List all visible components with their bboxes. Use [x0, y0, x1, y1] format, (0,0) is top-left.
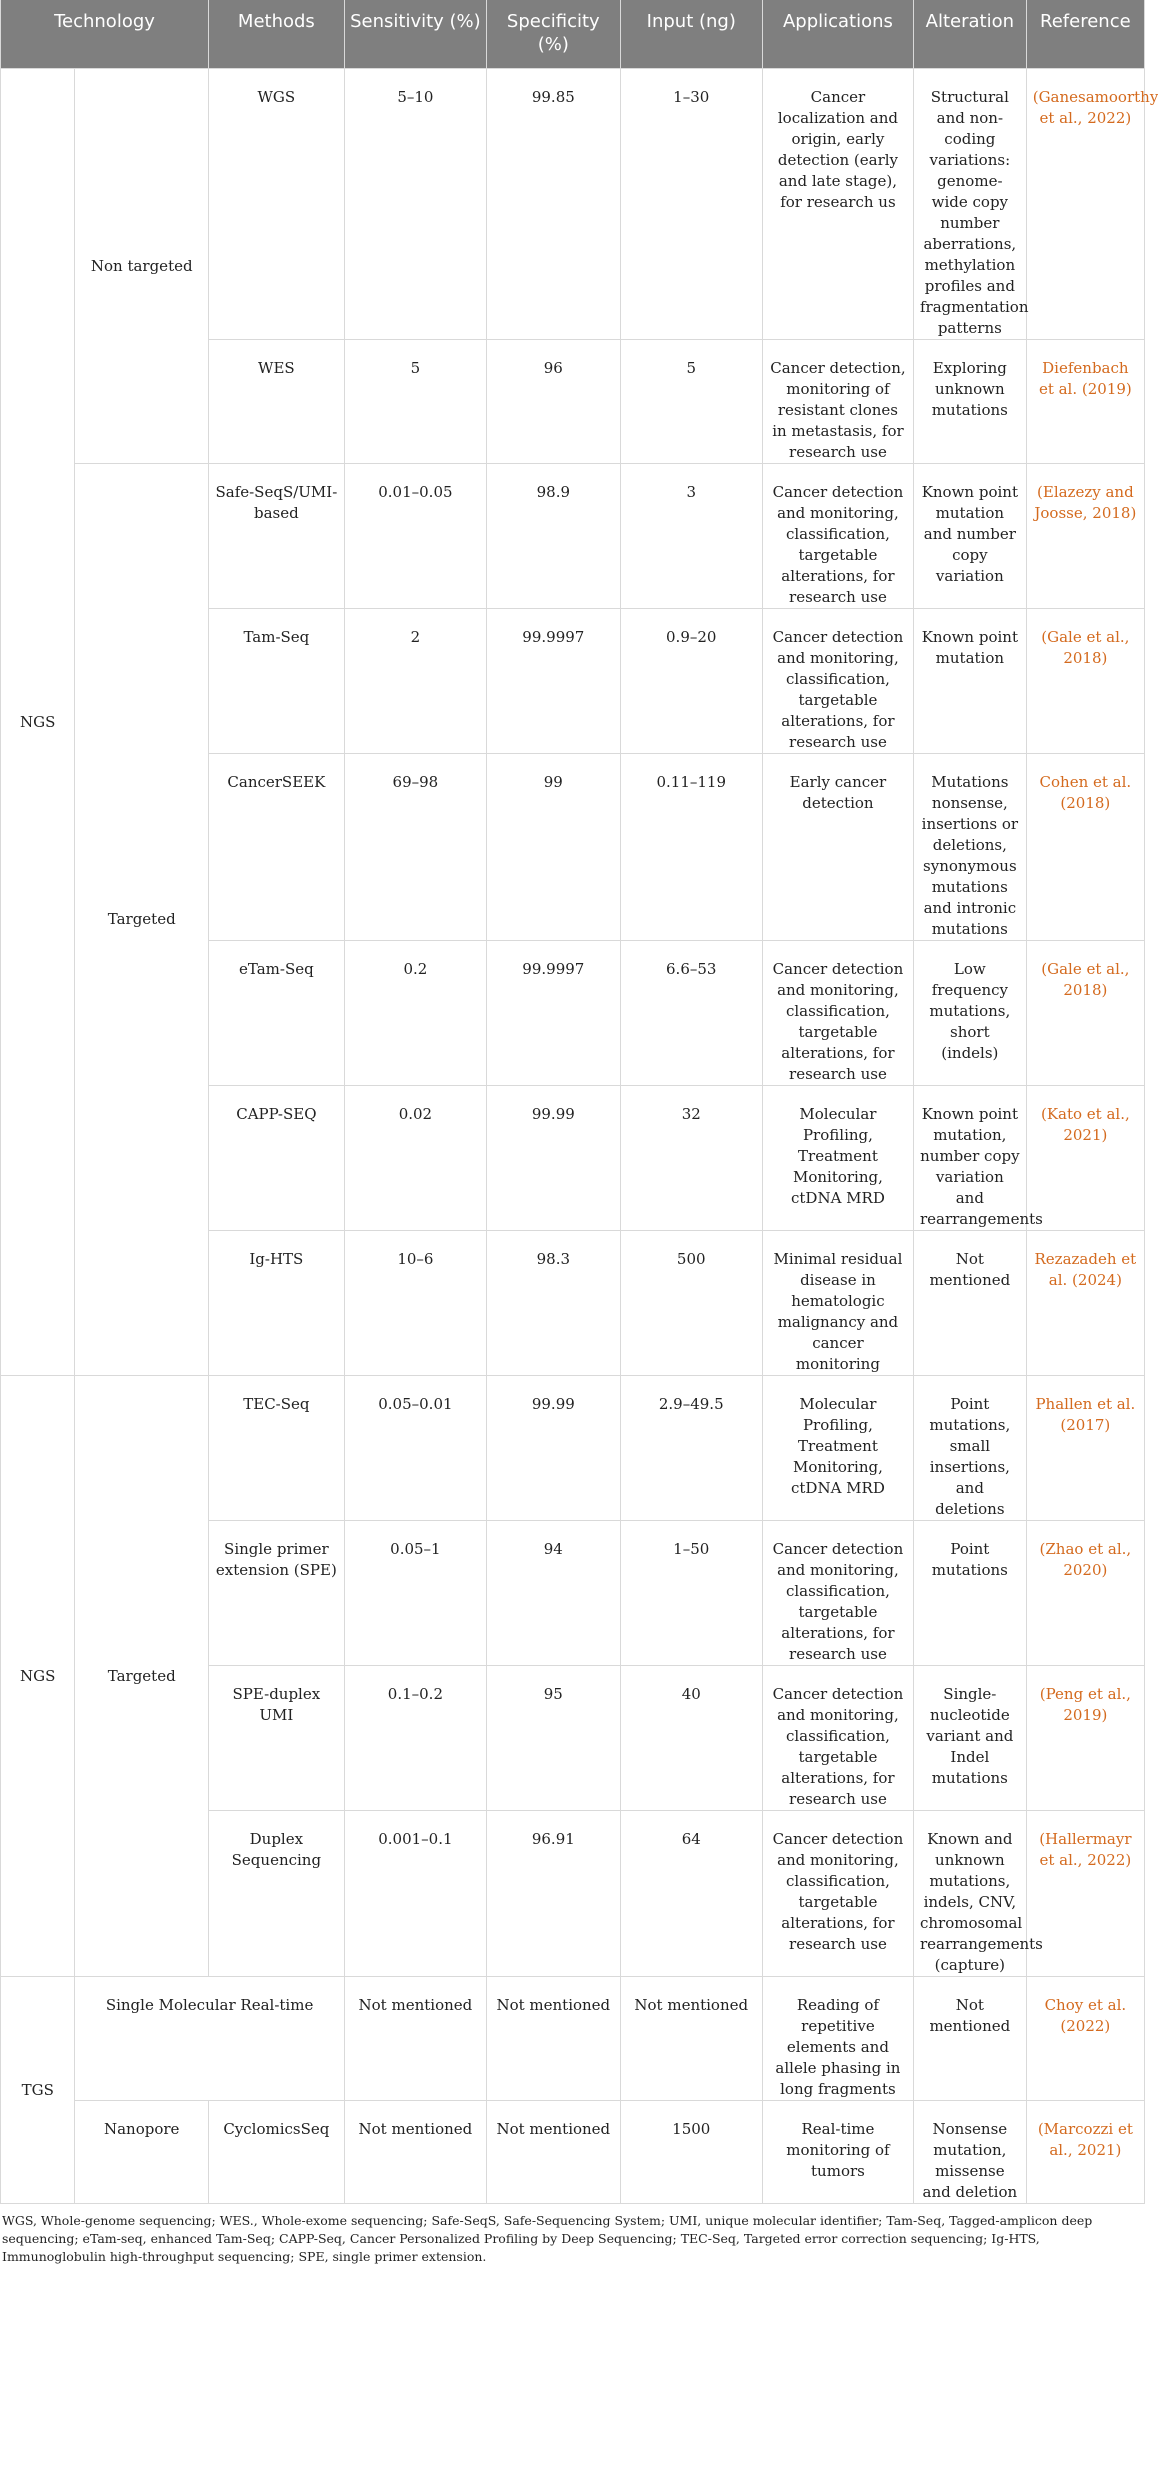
specificity-cell: 98.9: [487, 464, 621, 609]
specificity-cell: 99.9997: [487, 609, 621, 754]
header-applications: Applications: [762, 0, 913, 69]
sensitivity-cell: 0.1–0.2: [344, 1666, 486, 1811]
method-cell: Tam-Seq: [209, 609, 345, 754]
header-alteration: Alteration: [913, 0, 1026, 69]
specificity-cell: 98.3: [487, 1231, 621, 1376]
input-cell: 1500: [620, 2101, 762, 2204]
reference-link[interactable]: Diefenbach et al. (2019): [1026, 340, 1144, 464]
input-cell: 40: [620, 1666, 762, 1811]
sensitivity-cell: 5–10: [344, 69, 486, 340]
specificity-cell: 99.99: [487, 1086, 621, 1231]
method-cell: WGS: [209, 69, 345, 340]
reference-link[interactable]: (Peng et al., 2019): [1026, 1666, 1144, 1811]
header-row: [1, 0, 1145, 69]
sensitivity-cell: 0.001–0.1: [344, 1811, 486, 1977]
input-cell: 500: [620, 1231, 762, 1376]
header-input: Input (ng): [620, 0, 762, 69]
sensitivity-cell: Not mentioned: [344, 2101, 486, 2204]
method-cell: Single primer extension (SPE): [209, 1521, 345, 1666]
alteration-cell: Not mentioned: [913, 1977, 1026, 2101]
alteration-cell: Mutations nonsense, insertions or deletions, synonymous mutations and intronic mutations: [913, 754, 1026, 941]
category-nanopore: Nanopore: [75, 2101, 209, 2204]
alteration-cell: Known and unknown mutations, indels, CNV, chromosomal rearrangements (capture): [913, 1811, 1026, 1977]
input-cell: 5: [620, 340, 762, 464]
sensitivity-cell: 0.02: [344, 1086, 486, 1231]
applications-cell: Cancer detection and monitoring, classification, targetable alterations, for research use: [762, 464, 913, 609]
header-sensitivity: Sensitivity (%): [344, 0, 486, 69]
method-cell: CancerSEEK: [209, 754, 345, 941]
sensitivity-cell: 10–6: [344, 1231, 486, 1376]
applications-cell: Real-time monitoring of tumors: [762, 2101, 913, 2204]
specificity-cell: Not mentioned: [487, 1977, 621, 2101]
input-cell: 32: [620, 1086, 762, 1231]
input-cell: 2.9–49.5: [620, 1376, 762, 1521]
alteration-cell: Low frequency mutations, short (indels): [913, 941, 1026, 1086]
specificity-cell: 96: [487, 340, 621, 464]
sensitivity-cell: 69–98: [344, 754, 486, 941]
input-cell: 1–30: [620, 69, 762, 340]
reference-link[interactable]: (Marcozzi et al., 2021): [1026, 2101, 1144, 2204]
method-cell: eTam-Seq: [209, 941, 345, 1086]
technology-tgs: TGS: [1, 1977, 75, 2204]
category-targeted: Targeted: [75, 464, 209, 1376]
applications-cell: Reading of repetitive elements and allele phasing in long fragments: [762, 1977, 913, 2101]
reference-link[interactable]: (Hallermayr et al., 2022): [1026, 1811, 1144, 1977]
sensitivity-cell: 5: [344, 340, 486, 464]
reference-link[interactable]: Choy et al. (2022): [1026, 1977, 1144, 2101]
specificity-cell: Not mentioned: [487, 2101, 621, 2204]
applications-cell: Cancer detection and monitoring, classification, targetable alterations, for research use: [762, 1521, 913, 1666]
input-cell: 3: [620, 464, 762, 609]
applications-cell: Early cancer detection: [762, 754, 913, 941]
alteration-cell: Point mutations, small insertions, and deletions: [913, 1376, 1026, 1521]
header-technology: Technology: [1, 0, 209, 69]
applications-cell: Molecular Profiling, Treatment Monitoring, ctDNA MRD: [762, 1086, 913, 1231]
input-cell: 1–50: [620, 1521, 762, 1666]
method-cell: TEC-Seq: [209, 1376, 345, 1521]
alteration-cell: Not mentioned: [913, 1231, 1026, 1376]
method-cell: WES: [209, 340, 345, 464]
specificity-cell: 94: [487, 1521, 621, 1666]
reference-link[interactable]: (Gale et al., 2018): [1026, 941, 1144, 1086]
category-targeted: Targeted: [75, 1376, 209, 1977]
specificity-cell: 99.85: [487, 69, 621, 340]
sensitivity-cell: 0.01–0.05: [344, 464, 486, 609]
reference-link[interactable]: (Elazezy and Joosse, 2018): [1026, 464, 1144, 609]
specificity-cell: 96.91: [487, 1811, 621, 1977]
alteration-cell: Known point mutation: [913, 609, 1026, 754]
table-row: [1, 1977, 1145, 2101]
applications-cell: Cancer detection and monitoring, classification, targetable alterations, for research use: [762, 1666, 913, 1811]
header-specificity: Specificity (%): [487, 0, 621, 69]
alteration-cell: Known point mutation and number copy variation: [913, 464, 1026, 609]
alteration-cell: Point mutations: [913, 1521, 1026, 1666]
input-cell: 0.9–20: [620, 609, 762, 754]
sensitivity-cell: 0.05–0.01: [344, 1376, 486, 1521]
technology-ngs: NGS: [1, 69, 75, 1376]
applications-cell: Minimal residual disease in hematologic malignancy and cancer monitoring: [762, 1231, 913, 1376]
alteration-cell: Nonsense mutation, missense and deletion: [913, 2101, 1026, 2204]
header-methods: Methods: [209, 0, 345, 69]
reference-link[interactable]: Phallen et al. (2017): [1026, 1376, 1144, 1521]
alteration-cell: Structural and non-coding variations: genome-wide copy number aberrations, methylation profiles and fragmentation patterns: [913, 69, 1026, 340]
applications-cell: Molecular Profiling, Treatment Monitoring, ctDNA MRD: [762, 1376, 913, 1521]
category-non-targeted: Non targeted: [75, 69, 209, 464]
reference-link[interactable]: Rezazadeh et al. (2024): [1026, 1231, 1144, 1376]
header-reference: Reference: [1026, 0, 1144, 69]
table-row: [1, 2101, 1145, 2204]
applications-cell: Cancer localization and origin, early detection (early and late stage), for research us: [762, 69, 913, 340]
table-row: [1, 1376, 1145, 1521]
input-cell: Not mentioned: [620, 1977, 762, 2101]
input-cell: 0.11–119: [620, 754, 762, 941]
method-cell: CAPP-SEQ: [209, 1086, 345, 1231]
reference-link[interactable]: (Gale et al., 2018): [1026, 609, 1144, 754]
method-cell: Ig-HTS: [209, 1231, 345, 1376]
sensitivity-cell: Not mentioned: [344, 1977, 486, 2101]
method-cell: SPE-duplex UMI: [209, 1666, 345, 1811]
method-cell: Safe-SeqS/UMI-based: [209, 464, 345, 609]
sensitivity-cell: 0.2: [344, 941, 486, 1086]
applications-cell: Cancer detection and monitoring, classification, targetable alterations, for research use: [762, 941, 913, 1086]
reference-link[interactable]: Cohen et al. (2018): [1026, 754, 1144, 941]
table-footnote: WGS, Whole-genome sequencing; WES., Whole-exome sequencing; Safe-SeqS, Safe-Sequencing System; UMI, unique molecular identifier; Tam-Seq, Tagged-amplicon deep sequencing; eTam-seq, enhanced Tam-Seq; CAPP-Seq, Cancer Personalized Profiling by Deep Sequencing; TEC-Seq, Targeted error correction sequencing; Ig-HTS, Immunoglobulin high-throughput sequencing; SPE, single primer extension.: [2, 2213, 1093, 2264]
method-smrt: Single Molecular Real-time: [75, 1977, 344, 2101]
specificity-cell: 99.99: [487, 1376, 621, 1521]
input-cell: 6.6–53: [620, 941, 762, 1086]
table-row: [1, 464, 1145, 609]
applications-cell: Cancer detection and monitoring, classification, targetable alterations, for research use: [762, 609, 913, 754]
alteration-cell: Known point mutation, number copy variation and rearrangements: [913, 1086, 1026, 1231]
applications-cell: Cancer detection, monitoring of resistant clones in metastasis, for research use: [762, 340, 913, 464]
specificity-cell: 95: [487, 1666, 621, 1811]
input-cell: 64: [620, 1811, 762, 1977]
technology-ngs: NGS: [1, 1376, 75, 1977]
specificity-cell: 99: [487, 754, 621, 941]
reference-link[interactable]: (Kato et al., 2021): [1026, 1086, 1144, 1231]
sensitivity-cell: 0.05–1: [344, 1521, 486, 1666]
sensitivity-cell: 2: [344, 609, 486, 754]
reference-link[interactable]: (Zhao et al., 2020): [1026, 1521, 1144, 1666]
reference-link[interactable]: (Ganesamoorthy et al., 2022): [1026, 69, 1144, 340]
table-row: [1, 69, 1145, 340]
alteration-cell: Exploring unknown mutations: [913, 340, 1026, 464]
method-cell: Duplex Sequencing: [209, 1811, 345, 1977]
alteration-cell: Single-nucleotide variant and Indel mutations: [913, 1666, 1026, 1811]
applications-cell: Cancer detection and monitoring, classification, targetable alterations, for research use: [762, 1811, 913, 1977]
method-cell: CyclomicsSeq: [209, 2101, 345, 2204]
specificity-cell: 99.9997: [487, 941, 621, 1086]
